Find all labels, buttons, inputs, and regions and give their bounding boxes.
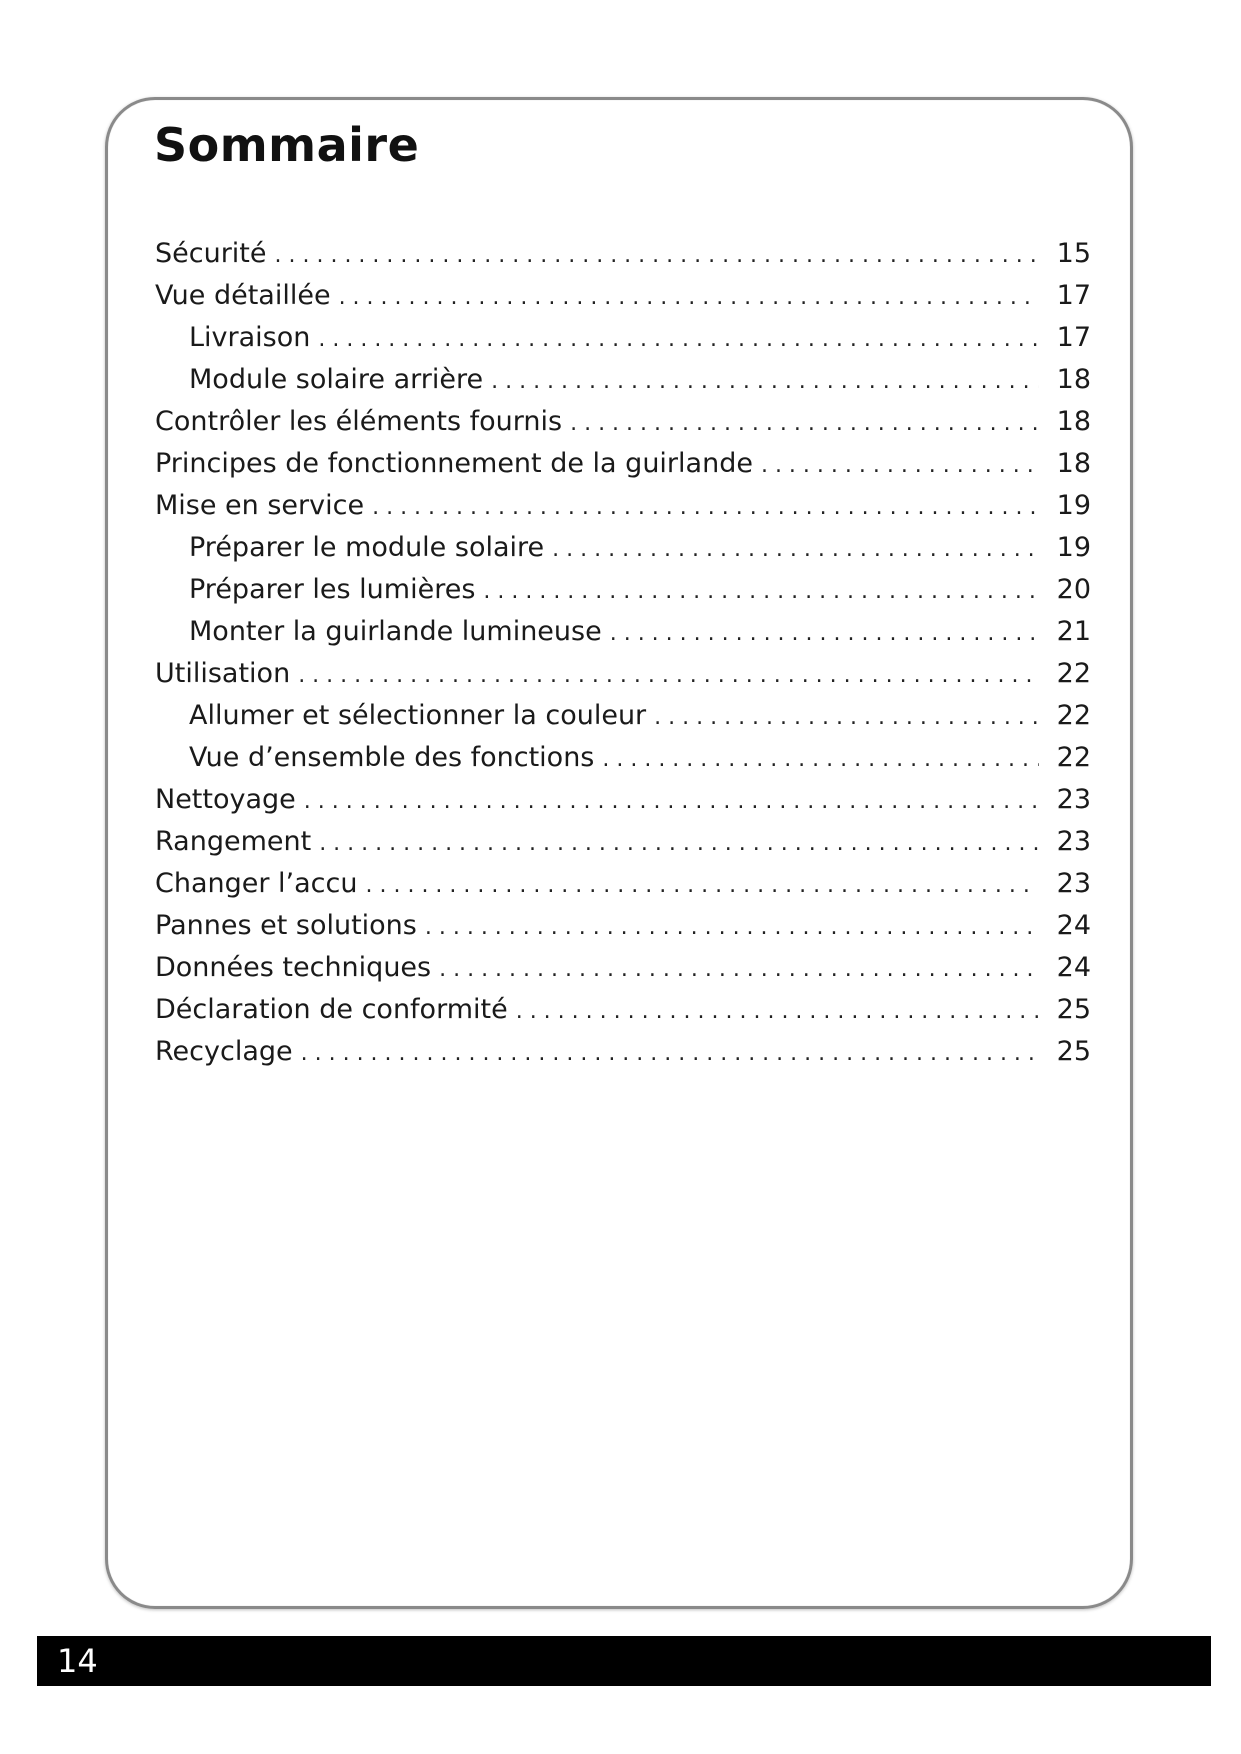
toc-entry[interactable] [155,989,1091,1031]
toc-leader-dots [298,655,1039,697]
toc-entry-label: Monter la guirlande lumineuse [189,616,602,647]
toc-entry-page: 23 [1056,868,1091,899]
toc-leader-dots [654,697,1039,739]
toc-entry[interactable] [155,1031,1091,1073]
toc-entry-label: Données techniques [155,952,432,983]
toc-entry-label: Préparer les lumières [189,574,476,605]
toc-entry[interactable] [155,779,1091,821]
toc-entry-label: Allumer et sélectionner la couleur [189,700,647,731]
toc-entry-page: 23 [1056,826,1091,857]
toc-leader-dots [425,907,1039,949]
toc-entry-label: Vue détaillée [155,280,331,311]
toc-entry-page: 15 [1056,238,1091,269]
toc-entry-label: Contrôler les éléments fournis [155,406,563,437]
toc-entry-page: 24 [1056,910,1091,941]
toc-entry-page: 19 [1056,490,1091,521]
toc-entry-page: 22 [1056,700,1091,731]
toc-entry-label: Utilisation [155,658,291,689]
toc-entry-label: Pannes et solutions [155,910,417,941]
toc-leader-dots [483,571,1039,613]
toc-leader-dots [602,739,1039,781]
toc-entry-page: 20 [1056,574,1091,605]
toc-entry[interactable] [155,401,1091,443]
toc-entry-label: Module solaire arrière [189,364,484,395]
toc-entry[interactable] [155,233,1091,275]
toc-entry-page: 23 [1056,784,1091,815]
toc-entry-label: Vue d’ensemble des fonctions [189,742,595,773]
toc-leader-dots [275,235,1039,277]
toc-entry-page: 25 [1056,994,1091,1025]
toc-entry[interactable] [155,695,1091,737]
toc-entry-page: 17 [1056,280,1091,311]
toc-entry[interactable] [155,485,1091,527]
toc-entry-label: Déclaration de conformité [155,994,508,1025]
toc-entry[interactable] [155,821,1091,863]
toc-entry-page: 24 [1056,952,1091,983]
toc-entry-page: 21 [1056,616,1091,647]
toc-entry-label: Sécurité [155,238,267,269]
page-number: 14 [57,1642,98,1680]
toc-entry[interactable] [155,317,1091,359]
toc-leader-dots [761,445,1039,487]
toc-entry[interactable] [155,443,1091,485]
toc-entry-page: 22 [1056,658,1091,689]
toc-entry[interactable] [155,359,1091,401]
toc-leader-dots [439,949,1039,991]
table-of-contents [155,233,1091,1073]
toc-entry-page: 18 [1056,448,1091,479]
toc-entry[interactable] [155,275,1091,317]
toc-entry-page: 22 [1056,742,1091,773]
toc-leader-dots [552,529,1039,571]
toc-entry-label: Rangement [155,826,312,857]
toc-entry-label: Recyclage [155,1036,293,1067]
toc-leader-dots [301,1033,1039,1075]
toc-entry-page: 18 [1056,406,1091,437]
toc-entry[interactable] [155,905,1091,947]
toc-leader-dots [491,361,1039,403]
toc-entry[interactable] [155,611,1091,653]
toc-entry[interactable] [155,527,1091,569]
toc-entry[interactable] [155,863,1091,905]
toc-entry-page: 18 [1056,364,1091,395]
toc-leader-dots [366,865,1040,907]
toc-leader-dots [304,781,1039,823]
toc-entry-label: Principes de fonctionnement de la guirlande [155,448,753,479]
toc-entry-label: Préparer le module solaire [189,532,545,563]
toc-entry-label: Mise en service [155,490,365,521]
toc-entry-page: 25 [1056,1036,1091,1067]
toc-entry[interactable] [155,737,1091,779]
toc-entry-label: Livraison [189,322,311,353]
toc-leader-dots [318,319,1039,361]
toc-entry[interactable] [155,569,1091,611]
toc-leader-dots [516,991,1039,1033]
toc-entry[interactable] [155,653,1091,695]
footer-bar [37,1636,1211,1686]
toc-entry-page: 19 [1056,532,1091,563]
toc-leader-dots [339,277,1039,319]
toc-leader-dots [372,487,1039,529]
toc-leader-dots [319,823,1039,865]
toc-entry-page: 17 [1056,322,1091,353]
toc-leader-dots [610,613,1039,655]
toc-entry-label: Changer l’accu [155,868,358,899]
page-title: Sommaire [154,118,420,172]
toc-entry[interactable] [155,947,1091,989]
toc-entry-label: Nettoyage [155,784,296,815]
toc-leader-dots [570,403,1039,445]
